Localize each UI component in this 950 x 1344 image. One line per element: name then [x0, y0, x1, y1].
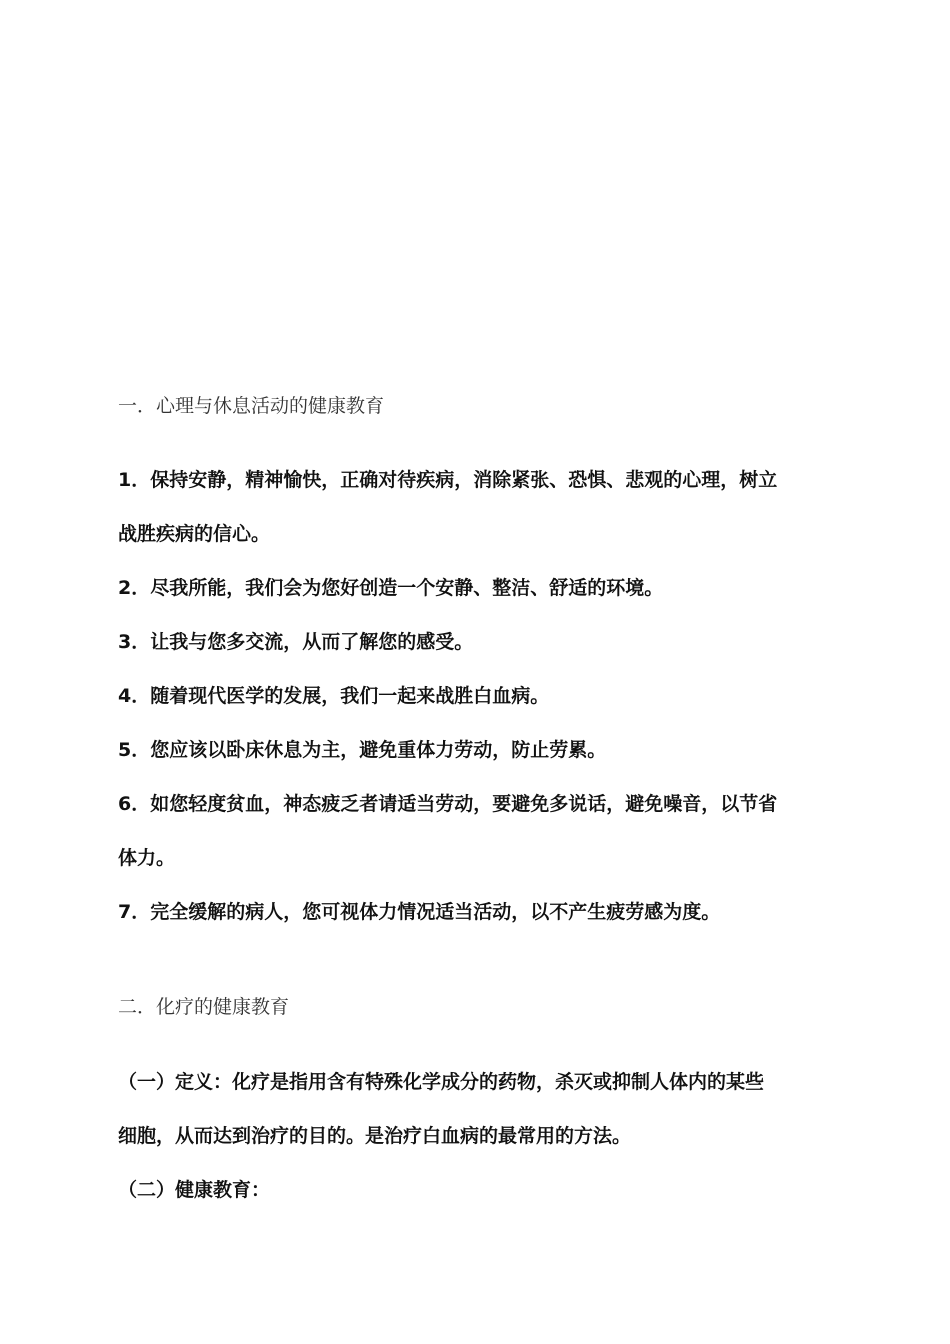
definition-text-1: 化疗是指用含有特殊化学成分的药物，杀灭或抑制人体内的某些: [232, 1071, 765, 1093]
section-1-item-1-line-2: 战胜疾病的信心。: [118, 523, 271, 545]
health-education-label: （二）健康教育：: [118, 1179, 271, 1201]
section-2-heading: 二．化疗的健康教育: [118, 996, 290, 1018]
section-1-item-6-line-1: 6．如您轻度贫血，神态疲乏者请适当劳动，要避免多说话，避免噪音，以节省: [118, 793, 778, 815]
section-1-item-5: 5．您应该以卧床休息为主，避免重体力劳动，防止劳累。: [118, 739, 607, 761]
section-1-item-4: 4．随着现代医学的发展，我们一起来战胜白血病。: [118, 685, 550, 707]
section-1-item-3: 3．让我与您多交流，从而了解您的感受。: [118, 631, 474, 653]
section-1-item-2: 2．尽我所能，我们会为您好创造一个安静、整洁、舒适的环境。: [118, 577, 664, 599]
definition-label: （一）定义：: [118, 1071, 233, 1093]
definition-line-2: 细胞，从而达到治疗的目的。是治疗白血病的最常用的方法。: [118, 1125, 632, 1147]
section-1-item-1-line-1: 1．保持安静，精神愉快，正确对待疾病，消除紧张、恐惧、悲观的心理，树立: [118, 469, 778, 491]
section-1-item-6-line-2: 体力。: [118, 847, 176, 869]
definition-line-1: [118, 1070, 838, 1094]
section-1-item-7: 7．完全缓解的病人，您可视体力情况适当活动，以不产生疲劳感为度。: [118, 901, 721, 923]
section-1-heading: 一．心理与休息活动的健康教育: [118, 395, 385, 417]
